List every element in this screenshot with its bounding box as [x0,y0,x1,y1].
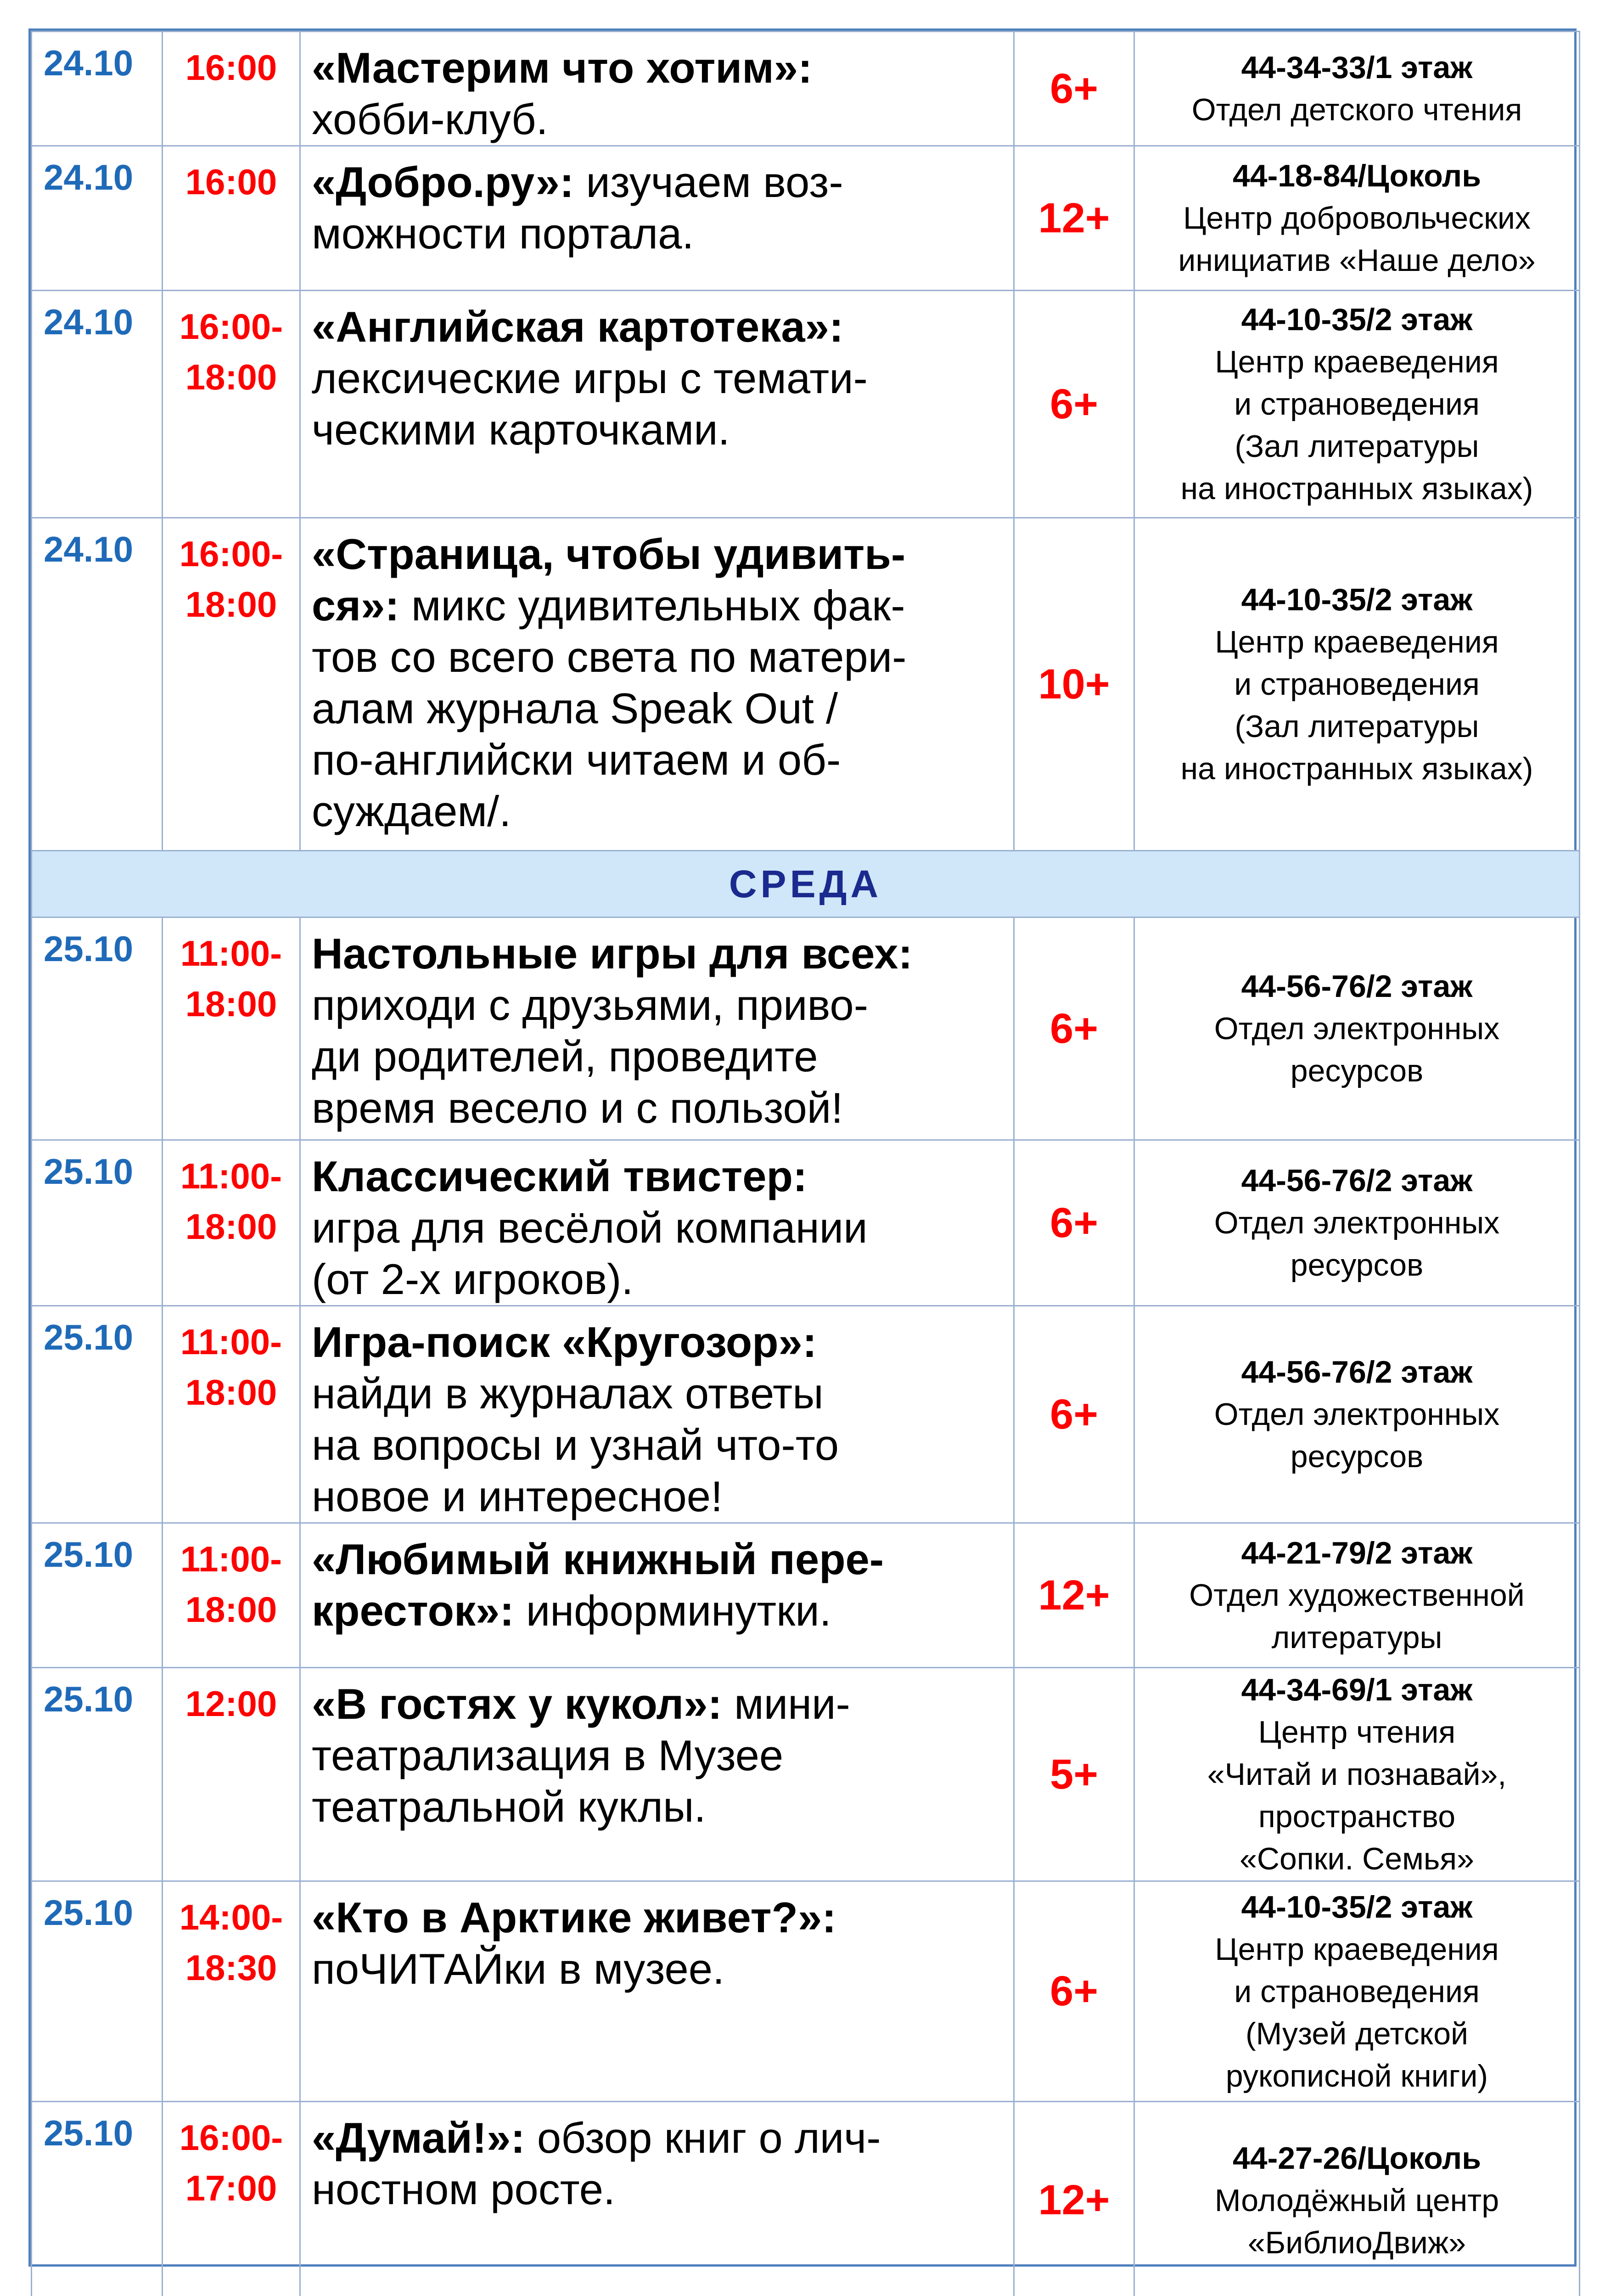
table-row [32,1140,1580,1306]
event-description-line: поЧИТАЙки в музее. [312,1945,724,1993]
event-location [1134,518,1580,851]
event-description-line: тов со всего света по матери- [312,633,906,681]
event-title: «Любимый книжный пере- [312,1535,884,1583]
event-title-cont: кресток»: [312,1587,514,1635]
event-time [163,1306,300,1523]
location-line: «Сопки. Семья» [1135,1838,1579,1880]
location-phone: 44-34-33/1 этаж [1135,46,1579,89]
event-location [1134,2102,1580,2296]
event-location [1134,1306,1580,1523]
location-line: Отдел художественной [1135,1574,1579,1616]
event-description-line: лексические игры с темати- [312,354,868,402]
table-row [32,291,1580,518]
event-location [1134,1523,1580,1668]
event-location [1134,917,1580,1140]
event-time [163,917,300,1140]
location-line: и страноведения [1135,383,1579,425]
event-time-line: 18:00 [163,1367,299,1418]
schedule-rows-tuesday [32,32,1580,851]
event-location [1134,1668,1580,1881]
event-date: 24.10 [32,146,163,291]
event-title: «Добро.ру»: [312,158,574,206]
location-line: (Зал литературы [1135,705,1579,748]
event-date: 25.10 [32,1523,163,1668]
event-description-line: театральной куклы. [312,1783,706,1831]
age-rating: 5+ [1014,1668,1134,1881]
event-description [300,1523,1014,1668]
location-line: и страноведения [1135,1970,1579,2013]
event-description-line: новое и интересное! [312,1472,723,1520]
event-time-line: 18:00 [163,1584,299,1635]
location-line: Центр добровольческих [1135,197,1579,239]
event-description-line: ди родителей, проведите [312,1032,818,1080]
table-row [32,1523,1580,1668]
event-date: 25.10 [32,1881,163,2102]
event-title: «Английская картотека»: [312,303,843,351]
event-description [300,146,1014,291]
age-rating: 6+ [1014,32,1134,146]
location-line: Отдел электронных [1135,1202,1579,1244]
event-description-line: информинутки. [526,1587,831,1635]
event-description-line: мини- [734,1680,850,1728]
event-time [163,1881,300,2102]
age-rating: 6+ [1014,917,1134,1140]
age-rating: 6+ [1014,1881,1134,2102]
event-time-line: 17:00 [163,2163,299,2213]
location-line: инициатив «Наше дело» [1135,239,1579,281]
age-rating: 10+ [1014,518,1134,851]
event-title-cont: ся»: [312,581,399,630]
location-line: Отдел электронных [1135,1007,1579,1050]
event-time-line: 11:00- [163,1151,299,1201]
event-description-line: ностном росте. [312,2165,615,2213]
age-rating: 6+ [1014,291,1134,518]
location-line: (Музей детской [1135,2013,1579,2055]
location-phone: 44-34-69/1 этаж [1135,1669,1579,1711]
age-rating: 12+ [1014,146,1134,291]
event-description-line: театрализация в Музее [312,1731,783,1779]
event-time-line: 16:00- [163,529,299,579]
location-line: рукописной книги) [1135,2055,1579,2097]
table-row [32,1668,1580,1881]
event-description-line: приходи с друзьями, приво- [312,981,868,1029]
location-line: Центр краеведения [1135,621,1579,663]
event-time-line: 16:00- [163,2112,299,2163]
event-time-line: 18:30 [163,1942,299,1993]
event-location [1134,32,1580,146]
location-phone: 44-27-26/Цоколь [1135,2137,1579,2179]
event-time [163,518,300,851]
location-phone: 44-21-79/2 этаж [1135,1532,1579,1574]
location-line: Отдел электронных [1135,1393,1579,1435]
event-time-line: 18:00 [163,352,299,402]
event-time [163,291,300,518]
event-time-line: 11:00- [163,1317,299,1367]
section-header-wednesday [32,851,1580,917]
event-time [163,1668,300,1881]
table-row [32,917,1580,1140]
event-title: Классический твистер: [312,1152,807,1200]
location-phone: 44-56-76/2 этаж [1135,1159,1579,1202]
event-title: Настольные игры для всех: [312,929,913,978]
event-description-line: алам журнала Speak Out / [312,684,838,732]
event-description-line: микс удивительных фак- [411,581,905,630]
section-label: СРЕДА [32,851,1580,917]
event-time [163,32,300,146]
age-rating: 6+ [1014,1306,1134,1523]
event-description-line: (от 2-х игроков). [312,1255,634,1303]
location-phone: 44-18-84/Цоколь [1135,155,1579,197]
event-description-line: обзор книг о лич- [537,2114,881,2162]
event-description [300,2102,1014,2296]
location-line: литературы [1135,1616,1579,1659]
location-line: на иностранных языках) [1135,467,1579,510]
event-time-line: 16:00- [163,301,299,352]
event-time-line: 18:00 [163,579,299,630]
table-row [32,2102,1580,2296]
event-description [300,917,1014,1140]
event-date: 25.10 [32,1306,163,1523]
event-title: Игра-поиск «Кругозор»: [312,1318,817,1366]
location-line: Центр краеведения [1135,1928,1579,1970]
event-date: 25.10 [32,2102,163,2296]
event-time-line: 11:00- [163,928,299,979]
event-date: 24.10 [32,291,163,518]
event-time-line: 16:00 [163,157,299,207]
location-line: пространство [1135,1795,1579,1838]
event-time [163,1140,300,1306]
schedule-frame [28,28,1577,2267]
event-date: 24.10 [32,518,163,851]
table-row [32,1306,1580,1523]
event-title: «Кто в Арктике живет?»: [312,1893,836,1941]
event-date: 25.10 [32,1668,163,1881]
event-title: «Думай!»: [312,2114,525,2162]
event-time-line: 12:00 [163,1678,299,1729]
event-location [1134,1140,1580,1306]
location-line: (Зал литературы [1135,425,1579,467]
event-date: 25.10 [32,917,163,1140]
event-description [300,1881,1014,2102]
location-phone: 44-56-76/2 этаж [1135,1351,1579,1393]
event-time-line: 16:00 [163,42,299,93]
location-line: ресурсов [1135,1244,1579,1286]
event-description [300,291,1014,518]
event-description-line: суждаем/. [312,787,511,835]
event-description [300,518,1014,851]
location-line: «Читай и познавай», [1135,1753,1579,1795]
event-time [163,146,300,291]
location-line: и страноведения [1135,663,1579,705]
event-time-line: 18:00 [163,979,299,1029]
event-location [1134,291,1580,518]
event-description [300,1668,1014,1881]
event-description-line: найди в журналах ответы [312,1369,824,1418]
age-rating: 6+ [1014,1140,1134,1306]
location-line: Отдел детского чтения [1135,89,1579,131]
event-time [163,1523,300,1668]
table-row [32,518,1580,851]
schedule-rows-wednesday [32,917,1580,2296]
table-row [32,1881,1580,2102]
location-line: Центр краеведения [1135,341,1579,383]
event-description-line: хобби-клуб. [312,95,548,143]
event-location [1134,1881,1580,2102]
event-title: «Страница, чтобы удивить- [312,530,905,578]
event-description-line: на вопросы и узнай что-то [312,1421,839,1469]
age-rating: 12+ [1014,1523,1134,1668]
location-phone: 44-10-35/2 этаж [1135,298,1579,341]
event-description-line: игра для весёлой компании [312,1204,868,1252]
schedule-table [31,31,1580,2296]
table-row [32,32,1580,146]
event-location [1134,146,1580,291]
event-description-line: можности портала. [312,209,694,258]
age-rating: 12+ [1014,2102,1134,2296]
event-time-line: 18:00 [163,1201,299,1252]
location-line: Молодёжный центр [1135,2179,1579,2222]
event-time-line: 11:00- [163,1534,299,1584]
event-date: 24.10 [32,32,163,146]
location-phone: 44-56-76/2 этаж [1135,965,1579,1007]
location-line: «БиблиоДвиж» [1135,2222,1579,2264]
location-phone: 44-10-35/2 этаж [1135,1886,1579,1928]
table-row [32,146,1580,291]
location-line: ресурсов [1135,1050,1579,1092]
event-description-line: ческими карточками. [312,405,730,454]
event-description [300,1306,1014,1523]
event-description-line: по-английски читаем и об- [312,736,841,784]
event-description [300,32,1014,146]
location-line: Центр чтения [1135,1711,1579,1753]
event-description [300,1140,1014,1306]
location-phone: 44-10-35/2 этаж [1135,579,1579,621]
event-description-line: изучаем воз- [586,158,843,206]
event-time [163,2102,300,2296]
event-title: «В гостях у кукол»: [312,1680,722,1728]
location-line: на иностранных языках) [1135,748,1579,790]
event-time-line: 14:00- [163,1892,299,1942]
event-title: «Мастерим что хотим»: [312,44,812,92]
event-description-line: время весело и с пользой! [312,1084,843,1132]
location-line: ресурсов [1135,1435,1579,1478]
event-date: 25.10 [32,1140,163,1306]
